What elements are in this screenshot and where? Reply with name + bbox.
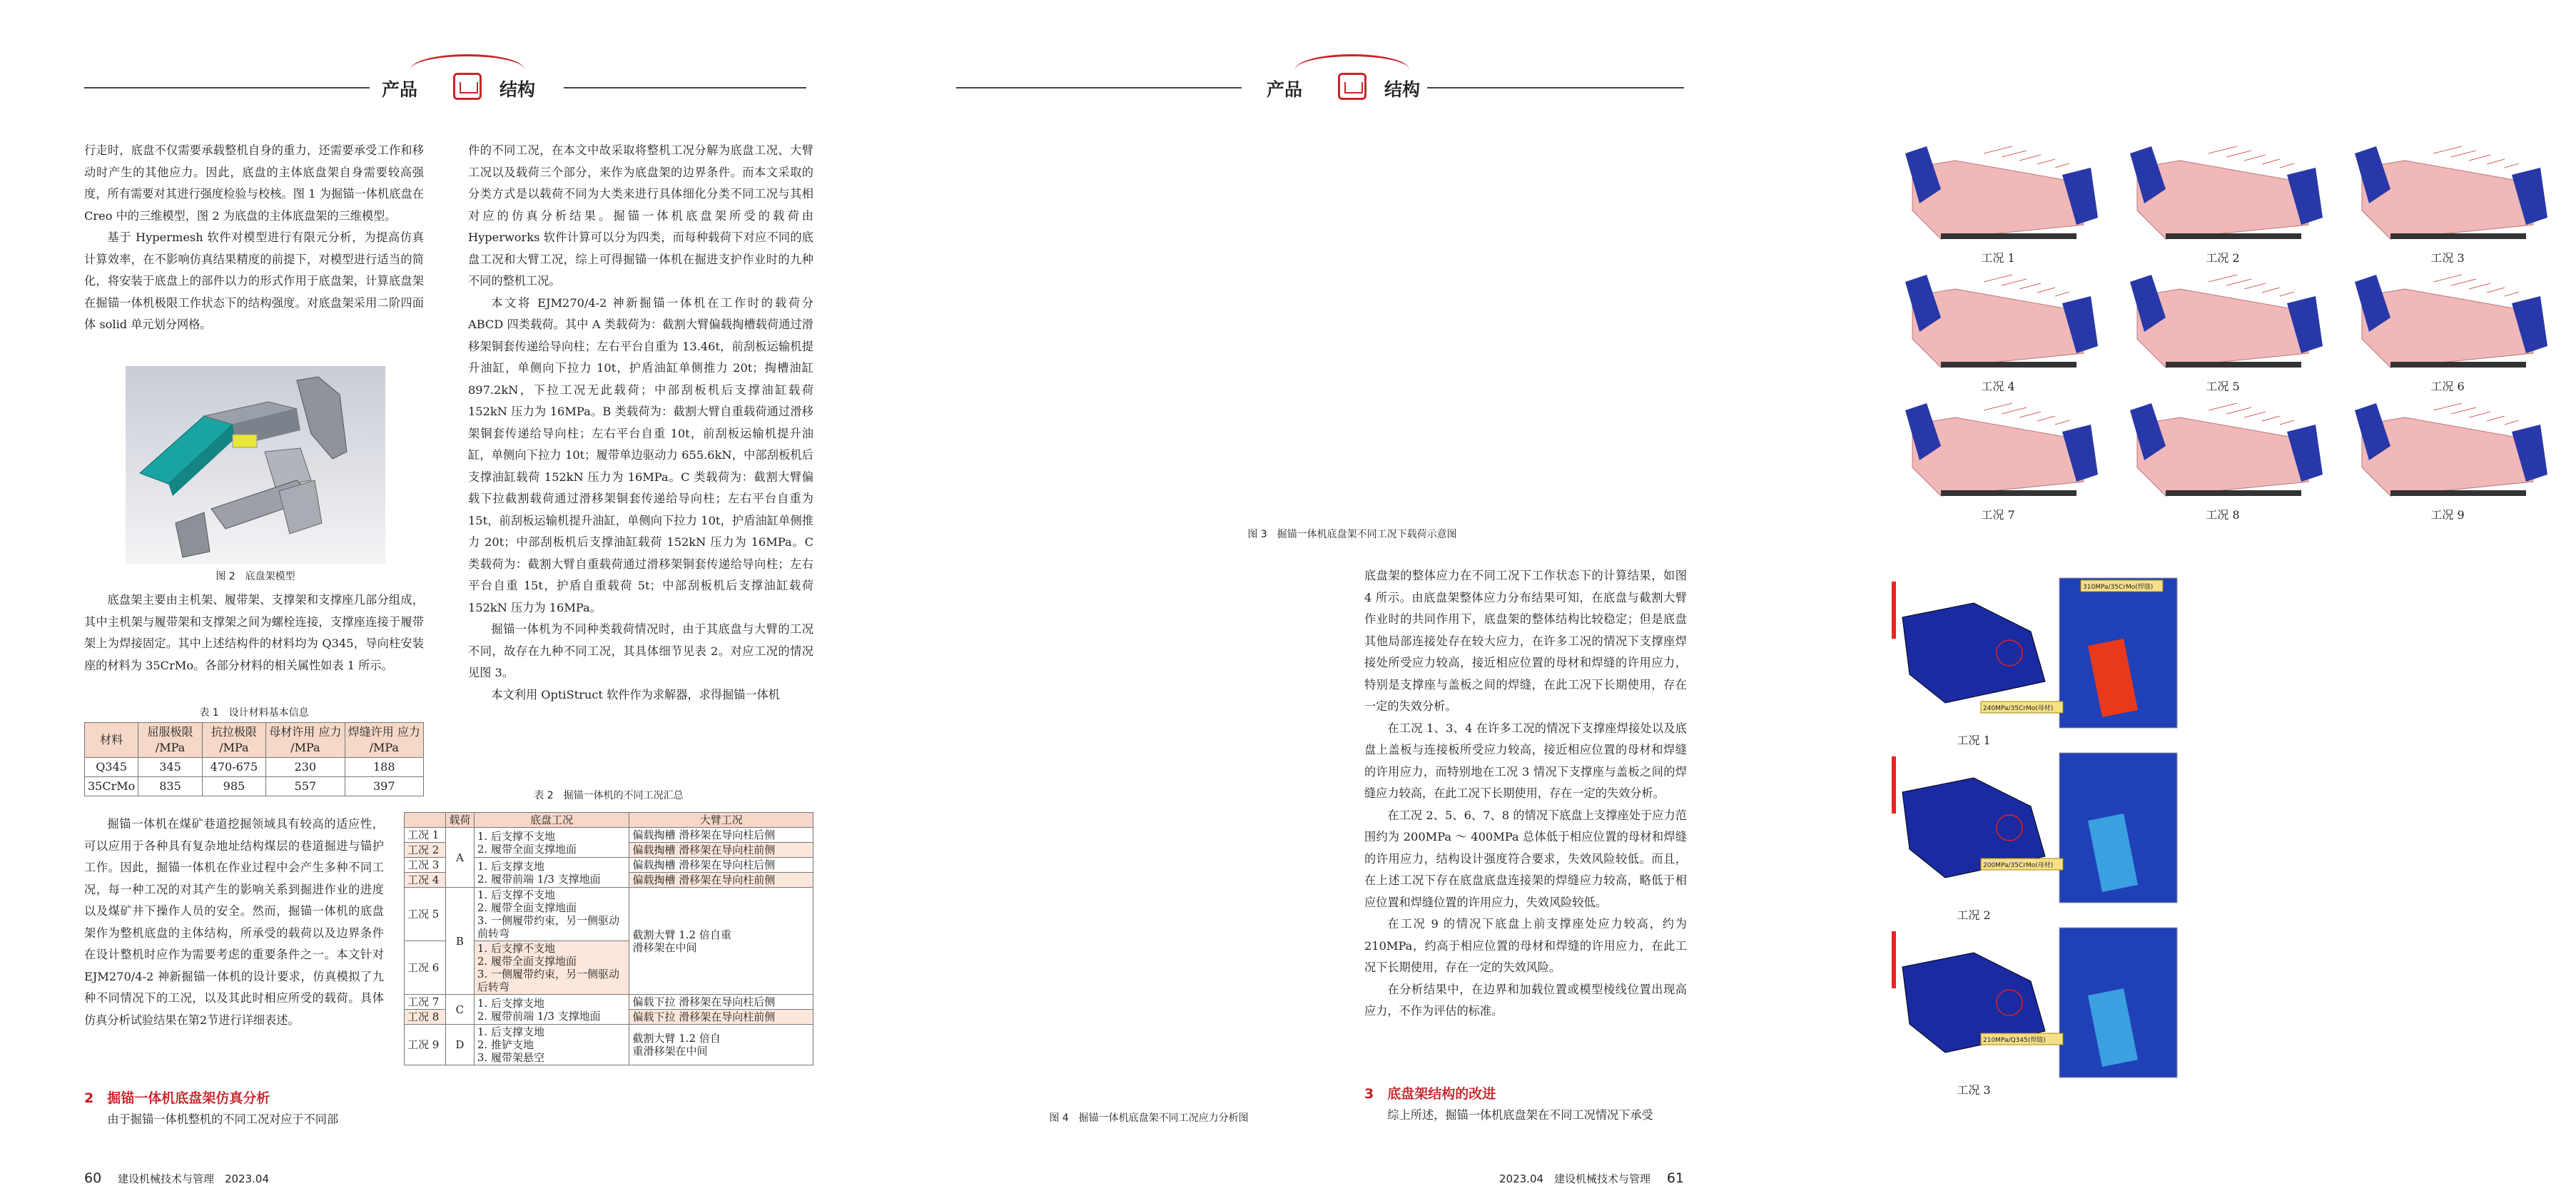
load-cell: B [445,888,474,995]
table-row [405,1025,813,1065]
load-case-panel [2130,275,2323,393]
table-cell: 188 [345,758,423,777]
legend-bar [1892,931,1896,988]
table-1-caption: 表 1 设计材料基本信息 [199,707,309,719]
load-case-label: 工况 4 [1981,380,2015,393]
load-arrow [1984,275,2012,282]
table-header-row [405,813,813,828]
load-case-label: 工况 2 [2206,251,2240,265]
table-header-cell: 抗拉极限 /MPa [202,723,265,758]
section-2-heading: 2 掘锚一体机底盘架仿真分析 [84,1090,270,1106]
table-cell: 470-675 [202,758,265,777]
stress-tag-text: 310MPa/35CrMo(焊缝) [2083,584,2154,591]
table-header-cell [405,813,446,828]
track-base [2166,490,2301,496]
paragraph: 底盘架主要由主机架、履带架、支撑架和支撑座几部分组成，其中主机架与履带架和支撑架之间为螺栓连接，支撑座连接于履带架上为焊接固定。其中上述结构件的材料均为 Q345，导向柱安装座的材料为 35CrMo。各部分材料的相关属性如表 1 所示。 [84,593,424,672]
table-cell: 985 [202,777,265,796]
table-header-cell: 大臂工况 [629,813,813,828]
stress-panel [1888,924,2179,1097]
stress-case-label: 工况 1 [1957,734,1991,747]
header-rule-right [564,87,806,88]
chassis-body [2362,289,2533,368]
case-cell: 工况 1 [405,828,446,843]
stress-tag-text: 210MPa/Q345(焊缝) [1983,1037,2046,1044]
load-arrow [2037,159,2055,164]
table-header-cell: 载荷 [445,813,474,828]
table-row [405,828,813,843]
chassis-body [2137,417,2308,496]
header-word-right: 结构 [1384,79,1421,100]
left-column-2 [468,140,813,706]
load-arrow [1984,403,2012,410]
header-rule-left [956,87,1242,88]
load-arrow [2226,151,2251,157]
right-column-end [1364,1105,1687,1127]
journal-name: 2023.04 建设机械技术与管理 [1499,1172,1651,1185]
right-page [885,0,2465,1201]
paragraph: 在分析结果中，在边界和加载位置或模型棱线位置出现高应力，不作为评估的标准。 [1364,982,1687,1018]
table-cell: 557 [266,777,345,796]
left-page [0,0,885,1201]
load-arrow [2433,275,2462,282]
load-arrow [2451,279,2476,285]
load-arrow [2209,146,2237,153]
chassis-body [2362,161,2533,239]
load-arrow [2002,151,2027,157]
legend-bar [1892,756,1896,814]
case-cell: 工况 7 [405,995,446,1010]
table-header-cell: 材料 [85,723,138,758]
load-arrow [2055,292,2069,296]
paragraph: 在工况 2、5、6、7、8 的情况下底盘上支撑座处于应力范围约为 200MPa ～ 400MPa 总体低于相应位置的母材和焊缝的许用应力，结构设计强度符合要求，失效风险较低。而且，在上述工况下存在底盘底盘连接架的焊缝应力较高，略低于相应位置和焊缝位置的许用应力，失效风险较低。 [1364,808,1687,909]
paragraph: 底盘架的整体应力在不同工况下工作状态下的计算结果，如图 4 所示。由底盘架整体应力分布结果可知，在底盘与截割大臂作业时的共同作用下，底盘架的整体结构比较稳定；但是底盘其他局部连接处存在较大应力，在许多工况的情况下支撑座焊接处所受应力较高，接近相应位置的母材和焊缝的许用应力，特别是支撑座与盖板之间的焊缝，在此工况下长期使用，存在一定的失效分析。 [1364,569,1687,713]
load-arrow [2505,420,2519,425]
section-header [1256,70,1449,103]
arm-cell: 偏载掏槽 滑移架在导向柱后侧 [629,828,813,843]
table-header-cell: 焊缝许用 应力 /MPa [345,723,423,758]
load-arrow [2019,412,2041,417]
load-arrow [2262,159,2280,164]
paragraph: 由于掘锚一体机整机的不同工况对应于不同部 [107,1113,339,1126]
table-header-row [85,723,424,758]
table-row [405,995,813,1010]
stress-panel [1888,749,2179,922]
table-header-cell: 底盘工况 [474,813,629,828]
load-arrow [2037,416,2055,421]
case-cell: 工况 5 [405,888,446,941]
load-case-label: 工况 8 [2206,508,2240,522]
load-arrow [2209,403,2237,410]
page-number: 60 [84,1170,102,1186]
load-arrow [2002,279,2027,285]
load-case-label: 工况 1 [1981,251,2015,265]
header-word-right: 结构 [500,79,536,100]
load-arrow [2280,292,2294,296]
chassis-cell: 1. 后支撑不支地 2. 履带全面支撑地面 3. 一侧履带约束，另一侧驱动后转弯 [474,941,629,995]
load-arrow [2037,288,2055,293]
chassis-body [2137,161,2308,239]
load-cell: D [445,1025,474,1065]
figure-2-chassis-model [126,366,385,564]
table-cell: Q345 [85,758,138,777]
paragraph: 本文利用 OptiStruct 软件作为求解器，求得掘锚一体机 [491,687,780,701]
load-arrow [2055,163,2069,168]
chassis-body [1912,289,2084,368]
load-arrow [2244,283,2266,289]
left-column-1-top [84,140,424,336]
load-case-panel [2355,403,2547,522]
table-cell: 35CrMo [85,777,138,796]
load-case-panel [1905,146,2098,265]
arm-cell: 偏载掏槽 滑移架在导向柱前侧 [629,873,813,888]
legend-bar [1892,582,1896,639]
load-case-label: 工况 7 [1981,508,2015,522]
paragraph: 件的不同工况，在本文中故采取将整机工况分解为底盘工况、大臂工况以及载荷三个部分，来作为底盘架的边界条件。而本文采取的分类方式是以载荷不同为大类来进行具体细化分类不同工况与其相对应的仿真分析结果。掘锚一体机底盘架所受的载荷由 Hyperworks 软件计算可以分为四类，而每种载荷下对应不同的底盘工况和大臂工况，综上可得掘锚一体机在掘进支护作业时的九种不同的整机工况。 [468,143,813,288]
table-2-caption: 表 2 掘锚一体机的不同工况汇总 [534,790,684,801]
load-arrow [2019,155,2041,161]
load-case-label: 工况 5 [2206,380,2240,393]
load-arrow [2451,407,2476,414]
load-arrow [2002,407,2027,414]
load-arrow [2262,288,2280,293]
load-arrow [2487,159,2505,164]
stress-tag-text: 200MPa/35CrMo(母材) [1983,862,2054,869]
load-arrow [2055,420,2069,425]
chassis-cell: 1. 后支撑不支地 2. 履带全面支撑地面 3. 一侧履带约束，另一侧驱动前转弯 [474,888,629,941]
load-arrow [2469,283,2490,289]
stress-tag-text: 240MPa/35CrMo(母材) [1983,705,2054,712]
load-cell: A [445,828,474,888]
track-base [2390,233,2526,239]
stress-panel [1888,574,2179,747]
right-column [1364,565,1687,1023]
load-arrow [2487,288,2505,293]
track-base [2390,362,2526,368]
chassis-cell: 1. 后支撑支地 2. 履带前端 1/3 支撑地面 [474,995,629,1025]
load-arrow [2469,412,2490,417]
arm-cell: 偏载下拉 滑移架在导向柱后侧 [629,995,813,1010]
load-arrow [2451,151,2476,157]
load-arrow [2226,279,2251,285]
table-cell: 835 [138,777,202,796]
header-word-left: 产品 [382,79,418,100]
header-logo-icon [453,73,482,100]
load-arrow [2469,155,2490,161]
arm-cell: 偏载下拉 滑移架在导向柱前侧 [629,1010,813,1025]
paragraph: 掘锚一体机在煤矿巷道挖掘领域具有较高的适应性，可以应用于各种具有复杂地址结构煤层的巷道掘进与锚护工作。因此，掘锚一体机在作业过程中会产生多种不同工况，每一种工况的对其产生的影响关系到掘进作业的进度以及煤矿井下操作人员的安全。然而，掘锚一体机的底盘架作为整机底盘的主体结构，所承受的载荷以及边界条件在设计整机时应作为需要考虑的重要条件之一。本文针对 EJM270/4-2 神新掘锚一体机的设计要求，仿真模拟了九种不同情况下的工况，以及其此时相应所受的载荷。具体仿真分析试验结果在第2节进行详细表述。 [84,817,384,1027]
load-case-panel [2355,146,2547,265]
load-case-label: 工况 6 [2430,380,2465,393]
header-word-left: 产品 [1267,79,1303,100]
table-row [85,777,424,796]
page-number: 61 [1666,1170,1684,1186]
table-cell: 345 [138,758,202,777]
load-arrow [2280,163,2294,168]
figure-4-stress-analysis [1888,574,2179,1110]
case-cell: 工况 2 [405,843,446,858]
track-base [1941,362,2076,368]
load-case-label: 工况 9 [2430,508,2465,522]
chassis-body [2137,289,2308,368]
chassis-body [2362,417,2533,496]
figure-3-load-cases [1898,139,2576,525]
header-logo-icon [1338,73,1366,100]
arm-cell: 截割大臂 1.2 倍自 重滑移架在中间 [629,1025,813,1065]
stress-case-label: 工况 2 [1957,908,1991,922]
load-case-panel [1905,403,2098,522]
load-arrow [2209,275,2237,282]
paragraph: 行走时，底盘不仅需要承载整机自身的重力，还需要承受工作和移动时产生的其他应力。因此，底盘的主体底盘架自身需要较高强度，所有需要对其进行强度检验与校核。图 1 为掘锚一体机底盘在 Creo 中的三维模型，图 2 为底盘的主体底盘架的三维模型。 [84,143,424,223]
load-arrow [2019,283,2041,289]
case-cell: 工况 3 [405,858,446,873]
header-rule-right [1427,87,1684,88]
arm-cell: 偏载掏槽 滑移架在导向柱前侧 [629,843,813,858]
chassis-cell: 1. 后支撑不支地 2. 履带全面支撑地面 [474,828,629,858]
paragraph: 综上所述，掘锚一体机底盘架在不同工况情况下承受 [1387,1108,1653,1122]
chassis-cell: 1. 后支撑支地 2. 推铲支地 3. 履带架悬空 [474,1025,629,1065]
left-column-1-bottom [84,814,384,1031]
paragraph: 基于 Hypermesh 软件对模型进行有限元分析，为提高仿真计算效率，在不影响仿真结果精度的前提下，对模型进行适当的简化，将安装于底盘上的部件以力的形式作用于底盘架，计算底盘架在掘锚一体机极限工作状态下的结构强度。对底盘架采用二阶四面体 solid 单元划分网格。 [84,230,424,331]
table-row [405,888,813,941]
load-case-panel [2355,275,2547,393]
load-arrow [2505,292,2519,296]
section-header [371,70,564,103]
case-cell: 工况 4 [405,873,446,888]
load-arrow [2262,416,2280,421]
journal-name: 建设机械技术与管理 2023.04 [117,1172,269,1185]
table-cell: 397 [345,777,423,796]
paragraph: 掘锚一体机为不同种类载荷情况时，由于其底盘与大臂的工况不同，故存在九种不同工况，其具体细节见表 2。对应工况的情况见图 3。 [468,622,813,679]
load-arrow [2244,412,2266,417]
load-arrow [2433,146,2462,153]
load-arrow [2487,416,2505,421]
load-arrow [2226,407,2251,414]
load-case-label: 工况 3 [2430,251,2465,265]
table-2-working-conditions [404,812,813,1065]
load-arrow [2433,403,2462,410]
arm-cell: 偏载掏槽 滑移架在导向柱后侧 [629,858,813,873]
load-case-panel [1905,275,2098,393]
table-row [85,758,424,777]
left-column-1-end [84,1109,384,1131]
footer-left [84,1170,269,1186]
table-header-cell: 母材许用 应力 /MPa [266,723,345,758]
load-case-panel [2130,146,2323,265]
track-base [2166,233,2301,239]
footer-right [1499,1170,1684,1186]
load-arrow [1984,146,2012,153]
paragraph: 本文将 EJM270/4-2 神新掘锚一体机在工作时的载荷分 ABCD 四类载荷。其中 A 类载荷为：截割大臂偏载掏槽载荷通过滑移架铜套传递给导向柱；左右平台自重为 13.46t，前刮板运输机提升油缸，单侧向下拉力 10t，护盾油缸单侧推力 20t；掏槽油缸 897.2kN，下拉工况无此载荷；中部刮板机后支撑油缸载荷 152kN 压力为 16MPa。B 类载荷为：截割大臂自重载荷通过滑移架铜套传递给导向柱；左右平台自重 10t，前刮板运输机提升油缸，单侧向下拉力 10t；履带单边驱动力 655.6kN，中部刮板机后支撑油缸载荷 152kN 压力为 16MPa。C 类载荷为：截割大臂偏载下拉截割载荷通过滑移架铜套传递给导向柱；左右平台自重为 15t，前刮板运输机提升油缸，单侧向下拉力 10t，护盾油缸单侧推力 20t；中部刮板机后支撑油缸载荷 152kN 压力为 16MPa。C 类载荷为：截割大臂自重载荷通过滑移架铜套传递给导向柱；左右平台自重 15t，护盾自重载荷 5t；中部刮板机后支撑油缸载荷 152kN 压力为 16MPa。 [468,295,813,614]
paragraph: 在工况 1、3、4 在许多工况的情况下支撑座焊接处以及底盘上盖板与连接板所受应力较高，接近相应位置的母材和焊缝的许用应力，而特别地在工况 3 情况下支撑座与盖板之间的焊缝应力较高，在此工况下长期使用，存在一定的失效分析。 [1364,721,1687,800]
table-cell: 230 [266,758,345,777]
stress-case-label: 工况 3 [1957,1083,1991,1097]
track-base [1941,490,2076,496]
load-arrow [2280,420,2294,425]
figure-2-caption: 图 2 底盘架模型 [215,571,295,582]
figure-3-caption: 图 3 掘锚一体机底盘架不同工况下载荷示意图 [1247,529,1457,540]
load-cell: C [445,995,474,1025]
case-cell: 工况 8 [405,1010,446,1025]
table-header-cell: 屈服极限 /MPa [138,723,202,758]
chassis-body [1912,417,2084,496]
case-cell: 工况 9 [405,1025,446,1065]
load-arrow [2505,163,2519,168]
case-cell: 工况 6 [405,941,446,995]
track-base [1941,233,2076,239]
chassis-cell: 1. 后支撑支地 2. 履带前端 1/3 支撑地面 [474,858,629,888]
arm-cell: 截割大臂 1.2 倍自重 滑移架在中间 [629,888,813,995]
figure-4-caption: 图 4 掘锚一体机底盘架不同工况应力分析图 [1049,1113,1249,1124]
chassis-body [1912,161,2084,239]
load-arrow [2244,155,2266,161]
paragraph: 在工况 9 的情况下底盘上前支撑座处应力较高，约为 210MPa，约高于相应位置的母材和焊缝的许用应力，在此工况下长期使用，存在一定的失效风险。 [1364,917,1687,974]
left-column-1-mid [84,589,424,676]
table-1-materials [84,722,424,796]
header-rule-left [84,87,370,88]
section-3-heading: 3 底盘架结构的改进 [1364,1086,1496,1102]
load-case-panel [2130,403,2323,522]
track-base [2166,362,2301,368]
track-base [2390,490,2526,496]
